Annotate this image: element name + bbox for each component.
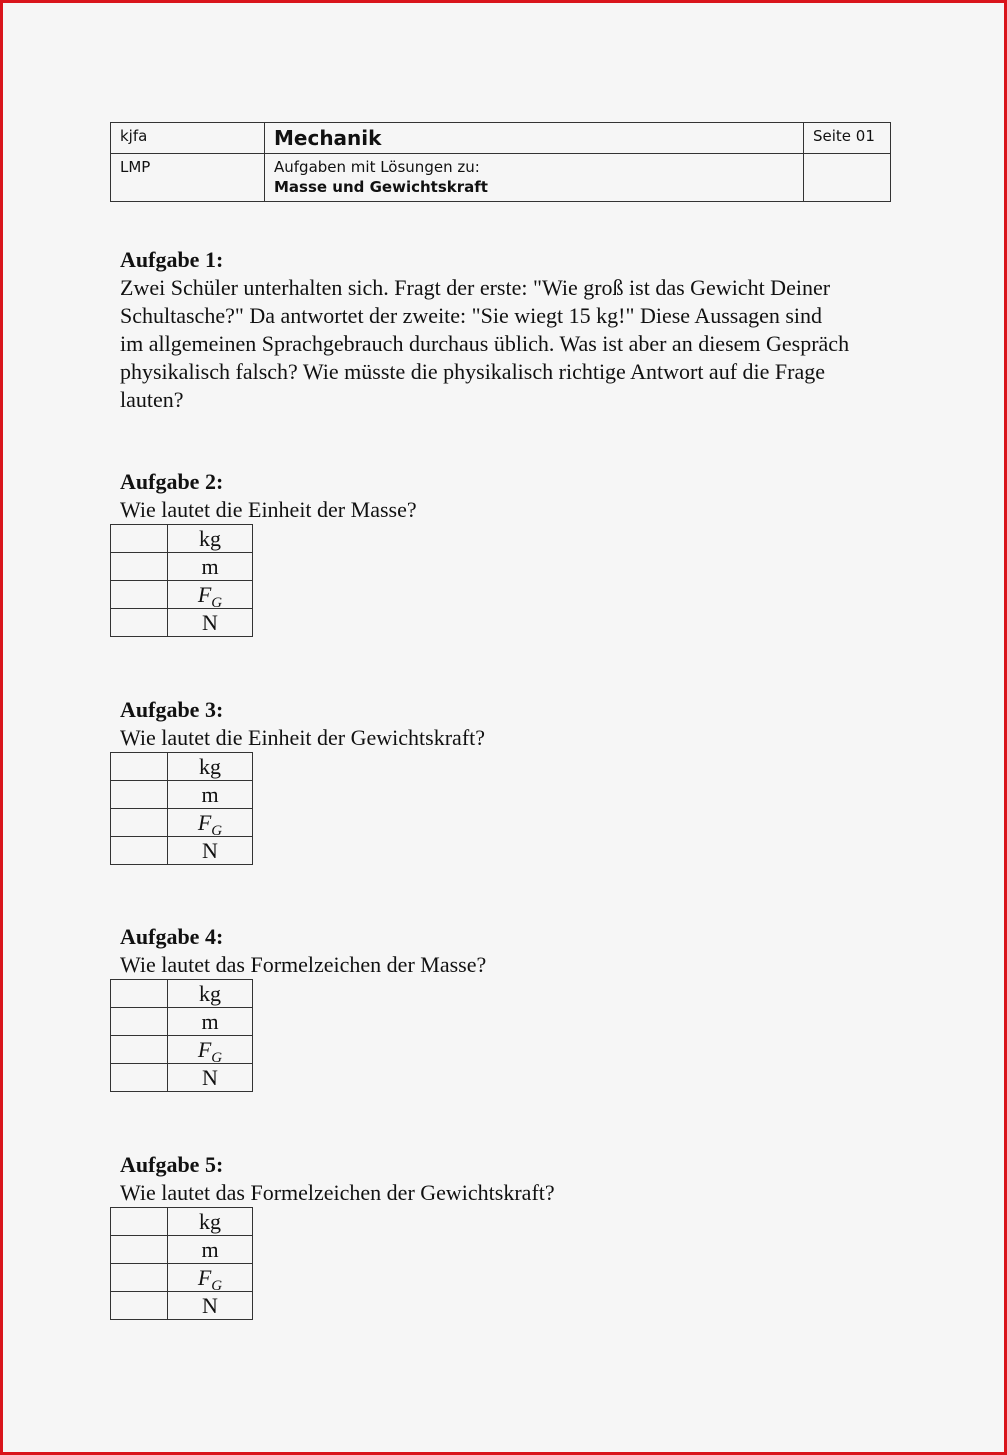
task-1-text: Zwei Schüler unterhalten sich. Fragt der erste: "Wie groß ist das Gewicht Deiner Schultasche?" Da antwortet der zweite: "Sie wiegt 15 kg!" Diese Aussagen sind im allgemeinen Sprachgebrauch durchaus üblich. Was ist aber an diesem Gespräch physikalisch falsch? Wie müsste die physikalisch richtige Antwort auf die Frage lauten? xyxy=(120,275,850,412)
choice-row xyxy=(111,837,253,865)
task-2-text: Wie lautet die Einheit der Masse? xyxy=(120,497,417,522)
option-m: m xyxy=(168,1236,253,1264)
choice-row xyxy=(111,980,253,1008)
task-2-choices xyxy=(110,524,253,637)
choice-row xyxy=(111,809,253,837)
option-m: m xyxy=(168,781,253,809)
task-1 xyxy=(120,246,850,414)
task-4 xyxy=(120,923,486,979)
answer-checkbox[interactable] xyxy=(111,553,168,581)
option-n: N xyxy=(168,837,253,865)
task-4-heading: Aufgabe 4: xyxy=(120,924,224,949)
choice-row xyxy=(111,753,253,781)
task-3-heading: Aufgabe 3: xyxy=(120,697,224,722)
task-5-heading: Aufgabe 5: xyxy=(120,1152,224,1177)
answer-checkbox[interactable] xyxy=(111,837,168,865)
answer-checkbox[interactable] xyxy=(111,609,168,637)
header-subtitle-line1: Aufgaben mit Lösungen zu: xyxy=(274,158,480,176)
answer-checkbox[interactable] xyxy=(111,980,168,1008)
choice-row xyxy=(111,1208,253,1236)
task-3-choices xyxy=(110,752,253,865)
answer-checkbox[interactable] xyxy=(111,1292,168,1320)
task-5-choices xyxy=(110,1207,253,1320)
option-kg: kg xyxy=(168,753,253,781)
choice-row xyxy=(111,553,253,581)
answer-checkbox[interactable] xyxy=(111,581,168,609)
choice-row xyxy=(111,1008,253,1036)
option-fg: $F_G$ xyxy=(168,581,253,609)
choice-row xyxy=(111,581,253,609)
worksheet-header xyxy=(110,122,891,202)
answer-checkbox[interactable] xyxy=(111,525,168,553)
task-5 xyxy=(120,1151,555,1207)
task-2 xyxy=(120,468,417,524)
choice-row xyxy=(111,1064,253,1092)
option-kg: kg xyxy=(168,1208,253,1236)
header-code: LMP xyxy=(111,154,265,202)
task-4-text: Wie lautet das Formelzeichen der Masse? xyxy=(120,952,487,977)
option-fg: $F_G$ xyxy=(168,1264,253,1292)
choice-row xyxy=(111,1292,253,1320)
option-n: N xyxy=(168,1292,253,1320)
task-1-heading: Aufgabe 1: xyxy=(120,247,224,272)
header-page-number: Seite 01 xyxy=(804,123,891,154)
header-subtitle-line2: Masse und Gewichtskraft xyxy=(274,178,488,196)
task-3-text: Wie lautet die Einheit der Gewichtskraft? xyxy=(120,725,486,750)
answer-checkbox[interactable] xyxy=(111,1036,168,1064)
option-m: m xyxy=(168,1008,253,1036)
answer-checkbox[interactable] xyxy=(111,1208,168,1236)
answer-checkbox[interactable] xyxy=(111,1064,168,1092)
choice-row xyxy=(111,1264,253,1292)
answer-checkbox[interactable] xyxy=(111,753,168,781)
task-2-heading: Aufgabe 2: xyxy=(120,469,224,494)
choice-row xyxy=(111,1236,253,1264)
task-3 xyxy=(120,696,485,752)
header-empty-cell xyxy=(804,154,891,202)
option-kg: kg xyxy=(168,525,253,553)
answer-checkbox[interactable] xyxy=(111,1008,168,1036)
option-fg: $F_G$ xyxy=(168,1036,253,1064)
header-subtitle xyxy=(265,154,804,202)
task-5-text: Wie lautet das Formelzeichen der Gewichtskraft? xyxy=(120,1180,555,1205)
answer-checkbox[interactable] xyxy=(111,1236,168,1264)
answer-checkbox[interactable] xyxy=(111,809,168,837)
choice-row xyxy=(111,609,253,637)
option-m: m xyxy=(168,553,253,581)
task-4-choices xyxy=(110,979,253,1092)
choice-row xyxy=(111,525,253,553)
choice-row xyxy=(111,781,253,809)
option-n: N xyxy=(168,1064,253,1092)
answer-checkbox[interactable] xyxy=(111,1264,168,1292)
option-n: N xyxy=(168,609,253,637)
header-title: Mechanik xyxy=(265,123,804,154)
option-kg: kg xyxy=(168,980,253,1008)
choice-row xyxy=(111,1036,253,1064)
header-author: kjfa xyxy=(111,123,265,154)
answer-checkbox[interactable] xyxy=(111,781,168,809)
option-fg: $F_G$ xyxy=(168,809,253,837)
